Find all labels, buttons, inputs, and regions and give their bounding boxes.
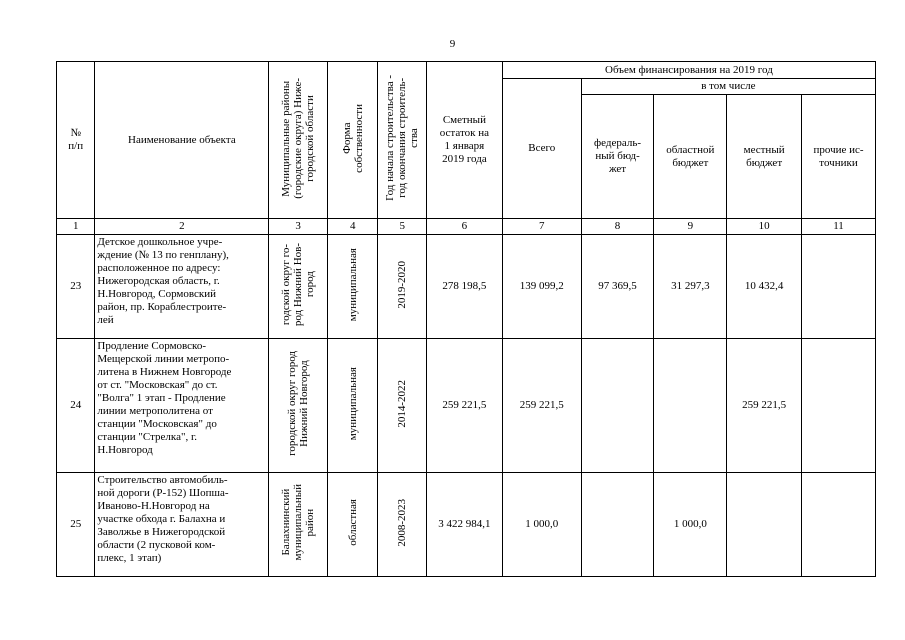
header-local: местный бюджет [727,95,802,219]
row-ownership: муниципальная [346,247,359,322]
row-local: 259 221,5 [727,339,802,473]
row-other [802,473,876,577]
row-federal: 97 369,5 [581,235,654,339]
table-row [57,339,876,473]
col-number: 3 [269,219,328,235]
row-federal [581,339,654,473]
col-number: 2 [95,219,269,235]
row-regional: 31 297,3 [654,235,727,339]
row-name: Строительство автомобиль- ной дороги (Р-152) Шопша- Иваново-Н.Новгород на участке обхода г. Балахна и Заволжье в Нижегородской области (2 пусковой ком- плекс, 1 этап) [95,473,269,577]
row-total: 259 221,5 [502,339,581,473]
row-name: Детское дошкольное учре- ждение (№ 13 по генплану), расположенное по адресу: Нижегородская область, г. Н.Новгород, Сормовский район, пр. Кораблестроите- лей [95,235,269,339]
row-other [802,339,876,473]
col-number: 6 [426,219,502,235]
header-num: № п/п [57,62,95,219]
header-estimate: Сметный остаток на 1 января 2019 года [426,62,502,219]
row-name: Продление Сормовско- Мещерской линии метропо- литена в Нижнем Новгороде от ст. "Московская" до ст. "Волга" 1 этап - Продление линии метрополитена от станции "Московская" до станции "Стрелка", г. Н.Новгород [95,339,269,473]
row-ownership: областная [346,499,359,546]
header-name: Наименование объекта [95,62,269,219]
col-number: 10 [727,219,802,235]
row-other [802,235,876,339]
col-number: 1 [57,219,95,235]
row-estimate: 278 198,5 [426,235,502,339]
row-local [727,473,802,577]
row-local: 10 432,4 [727,235,802,339]
row-num: 24 [57,339,95,473]
col-number: 11 [802,219,876,235]
row-district: Балахнинский муниципальный район [280,484,317,561]
table-row [57,235,876,339]
col-number: 5 [378,219,427,235]
header-ownership: Форма собственности [340,103,365,173]
col-number: 7 [502,219,581,235]
row-district: годской округ го- род Нижний Нов- город [280,242,317,327]
header-funding: Объем финансирования на 2019 год [502,62,875,79]
row-ownership: муниципальная [346,366,359,441]
page-number: 9 [449,38,456,50]
row-estimate: 259 221,5 [426,339,502,473]
row-num: 25 [57,473,95,577]
row-years: 2019-2020 [396,260,409,309]
col-number: 9 [654,219,727,235]
col-number: 4 [327,219,378,235]
header-years: Год начала строительства - год окончания строитель- ства [384,75,421,201]
header-district: Муниципальные районы (городские округа) Ниже- городской области [280,77,317,199]
column-number-row [57,219,876,235]
table-row [57,473,876,577]
row-num: 23 [57,235,95,339]
header-other: прочие ис- точники [802,95,876,219]
row-years: 2014-2022 [396,379,409,428]
row-federal [581,473,654,577]
row-total: 1 000,0 [502,473,581,577]
col-number: 8 [581,219,654,235]
header-regional: областной бюджет [654,95,727,219]
header-total: Всего [502,79,581,219]
row-regional [654,339,727,473]
row-regional: 1 000,0 [654,473,727,577]
financing-table [56,61,876,577]
row-total: 139 099,2 [502,235,581,339]
header-including: в том числе [581,79,875,95]
row-district: городской округ город Нижний Новгород [286,351,311,456]
row-estimate: 3 422 984,1 [426,473,502,577]
header-federal: федераль- ный бюд- жет [581,95,654,219]
row-years: 2008-2023 [396,498,409,547]
